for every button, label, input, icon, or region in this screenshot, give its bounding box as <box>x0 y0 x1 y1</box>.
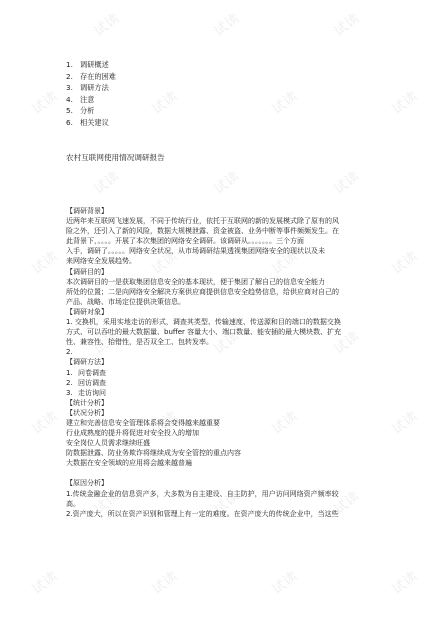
paragraph-line: 防数据泄露、防业务欺诈将继续成为安全管控的重点内容 <box>66 449 241 458</box>
table-of-contents <box>66 59 116 129</box>
list-label: 回访调查 <box>78 378 106 387</box>
toc-item <box>66 105 116 117</box>
paragraph-line: 方式、可以吞吐的最大数据量、buffer 容量大小、端口数量、能安插的最大模块数、扩充 <box>66 328 342 337</box>
toc-item <box>66 59 116 71</box>
document-title: 农村互联网使用情况调研报告 <box>66 153 165 162</box>
section-heading-subject: 【调研对象】 <box>66 307 108 316</box>
paragraph-line: 高。 <box>66 499 80 508</box>
toc-number: 2. <box>66 71 73 81</box>
paragraph-line: 产品、战略、市场定位提供决策信息。 <box>66 297 185 306</box>
toc-label: 分析 <box>80 106 95 116</box>
watermark: 试读 <box>91 328 123 358</box>
section-heading-purpose: 【调研目的】 <box>66 267 108 276</box>
watermark: 试读 <box>331 488 363 518</box>
paragraph-line: 性、兼容性、抬错性，是否双全工、包转发率。 <box>66 338 213 347</box>
methods-list <box>66 368 386 398</box>
watermark: 试读 <box>211 328 243 358</box>
paragraph-line: 1.传统金融企业的信息资产多，大多数为自主建设、自主防护，用户访问网络资产频率较 <box>66 489 339 498</box>
section-heading-background: 【调研背景】 <box>66 207 108 215</box>
toc-number: 3. <box>66 83 73 93</box>
watermark: 试读 <box>269 568 301 598</box>
list-item <box>66 368 386 378</box>
watermark: 试读 <box>211 168 243 198</box>
section-heading-status: 【状况分析】 <box>66 408 108 417</box>
paragraph-line: 此背景下，。。。。开展了本次集团的网络安全调研。该调研从。。。。。。。三个方面 <box>66 237 304 246</box>
watermark: 试读 <box>149 248 181 278</box>
watermark: 试读 <box>331 10 363 40</box>
watermark: 试读 <box>389 88 421 118</box>
paragraph-line: 建立和完善信息安全管理体系将会变得越来越重要 <box>66 418 220 427</box>
watermark: 试读 <box>389 408 421 438</box>
list-item <box>66 378 386 388</box>
watermark: 试读 <box>331 328 363 358</box>
list-number: 1. <box>66 368 73 377</box>
section-heading-methods: 【调研方法】 <box>66 358 108 367</box>
watermark: 试读 <box>29 88 61 118</box>
paragraph-line: 近两年来互联网飞速发展，不同于传统行业，依托于互联网的新的发展模式除了原有的风 <box>66 217 339 226</box>
list-label: 问卷调查 <box>78 368 106 377</box>
paragraph-line: 2. <box>66 348 73 357</box>
paragraph-line: 行业成熟度的提升将促进对安全投入的增加 <box>66 429 199 438</box>
watermark: 试读 <box>91 10 123 40</box>
blank-line <box>66 468 386 478</box>
watermark: 试读 <box>29 568 61 598</box>
section-heading-cause: 【原因分析】 <box>66 479 108 488</box>
list-number: 2. <box>66 378 73 387</box>
toc-number: 1. <box>66 60 73 69</box>
toc-label: 存在的困难 <box>80 71 116 81</box>
toc-item <box>66 82 116 94</box>
watermark: 试读 <box>91 168 123 198</box>
toc-number: 4. <box>66 94 73 104</box>
toc-item <box>66 117 116 129</box>
watermark: 试读 <box>331 168 363 198</box>
watermark: 试读 <box>269 248 301 278</box>
toc-label: 调研概述 <box>80 60 109 69</box>
paragraph-line: 险之外，还引入了新的风险，数据大规模泄露、资金被盗、业务中断等事件频频发生。在 <box>66 227 339 236</box>
list-number: 3. <box>66 388 73 397</box>
watermark: 试读 <box>29 408 61 438</box>
section-heading-statistics: 【统计分析】 <box>66 398 108 407</box>
watermark: 试读 <box>149 408 181 438</box>
watermark: 试读 <box>29 248 61 278</box>
watermark: 试读 <box>269 408 301 438</box>
paragraph-line: 入手，调研了。。。。。网络安全状况，从市场调研结果透视集团网络安全的现状以及未 <box>66 247 325 256</box>
list-label: 走访询问 <box>78 388 106 397</box>
watermark: 试读 <box>269 88 301 118</box>
toc-item <box>66 71 116 83</box>
paragraph-line: 1. 交换机，采用实地走访的形式，调查其类型、传输速度、传送源和目的端口的数据交换 <box>66 318 341 327</box>
paragraph-line: 所处的位置；二是向网络安全解决方案供应商提供信息安全趋势信息，给供应商对自己的 <box>66 287 339 296</box>
watermark: 试读 <box>91 488 123 518</box>
toc-label: 注意 <box>80 94 95 104</box>
toc-label: 相关建议 <box>80 117 109 127</box>
toc-number: 5. <box>66 106 73 116</box>
toc-label: 调研方法 <box>80 83 109 93</box>
watermark: 试读 <box>211 10 243 40</box>
paragraph-line: 2.资产庞大，所以在资产识别和管理上有一定的难度。在资产庞大的传统企业中，当这些 <box>66 509 339 518</box>
watermark: 试读 <box>149 88 181 118</box>
watermark: 试读 <box>149 568 181 598</box>
watermark: 试读 <box>389 248 421 278</box>
paragraph-line: 来网络安全发展趋势。 <box>66 257 136 266</box>
paragraph-line: 本次调研目的一是获取集团信息安全的基本现状，便于集团了解自己的信息安全能力 <box>66 277 325 286</box>
watermark: 试读 <box>211 488 243 518</box>
document-body <box>66 206 386 519</box>
list-item <box>66 388 386 398</box>
toc-number: 6. <box>66 117 73 127</box>
paragraph-line: 安全岗位人员需求继续旺盛 <box>66 439 150 448</box>
paragraph-line: 大数据在安全领域的应用将会越来越普遍 <box>66 459 192 468</box>
toc-item <box>66 94 116 106</box>
watermark: 试读 <box>389 568 421 598</box>
